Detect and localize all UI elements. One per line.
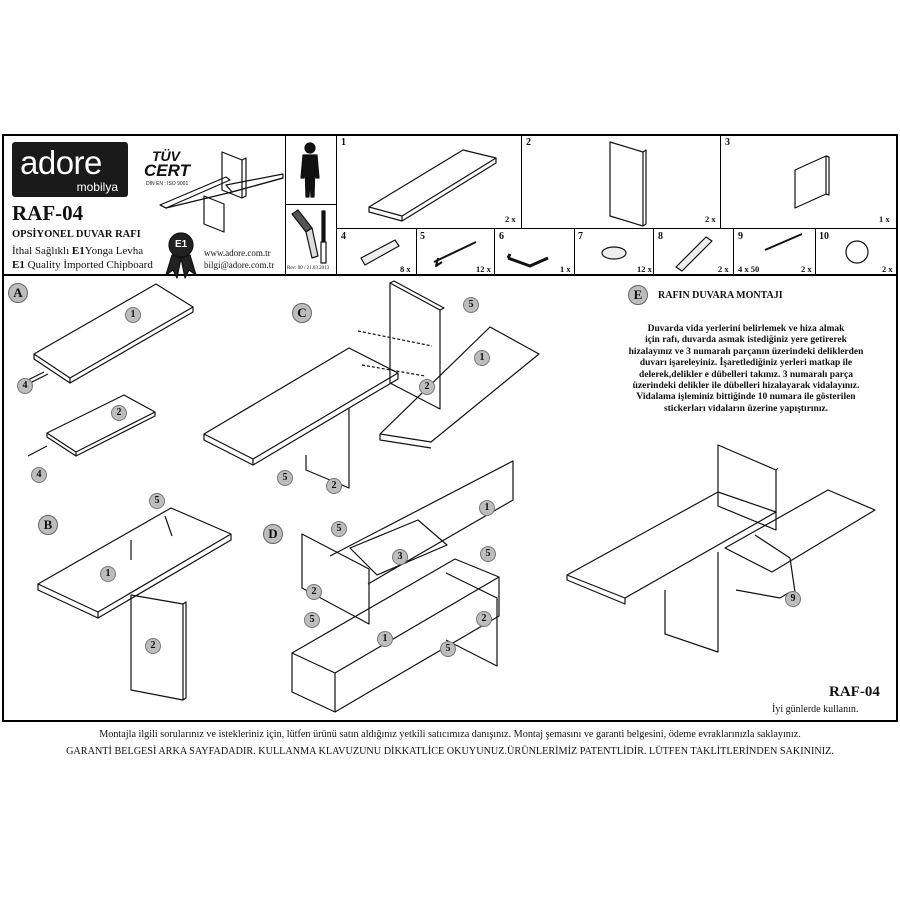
- part-3-drawing: [795, 156, 829, 208]
- callout-b-part5: 5: [149, 493, 165, 509]
- callout-a-part2: 2: [111, 405, 127, 421]
- part-count-3: 1 x: [879, 214, 890, 224]
- part-size-9: 4 x 50: [738, 264, 760, 274]
- callout-d-part5-bottom: 5: [440, 641, 456, 657]
- part-number-2: 2: [526, 137, 531, 148]
- callout-d-part1-top: 1: [479, 500, 495, 516]
- product-model: RAF-04: [12, 201, 84, 225]
- step-a-label: A: [8, 283, 28, 303]
- part-count-7: 12 x: [637, 264, 652, 274]
- part-1-drawing: [369, 150, 496, 221]
- part-10-sticker: [846, 241, 868, 263]
- footer-wish: İyi günlerde kullanın.: [772, 704, 859, 715]
- callout-a-part4-top: 4: [17, 378, 33, 394]
- callout-d-part2-right: 2: [476, 611, 492, 627]
- instruction-line: üzerindeki delikler ile dübelleri hizalayarak vidalayınız.: [632, 381, 860, 392]
- instruction-line: Vidalama işleminiz bittiğinde 10 numara ile gösterilen: [636, 392, 856, 403]
- part-count-10: 2 x: [882, 264, 893, 274]
- part-count-6: 1 x: [560, 264, 571, 274]
- product-material-en: E1 Quality İmported Chipboard: [12, 259, 153, 271]
- callout-d-part2-left: 2: [306, 584, 322, 600]
- callout-d-part5-lower-left: 5: [304, 612, 320, 628]
- part-number-7: 7: [578, 231, 583, 242]
- callout-d-part1-bottom: 1: [377, 631, 393, 647]
- callout-c-part1: 1: [474, 350, 490, 366]
- part-5-screw: [434, 242, 476, 266]
- callout-a-part4-bottom: 4: [31, 467, 47, 483]
- instruction-line: Duvarda vida yerlerini belirlemek ve hiza almak: [647, 324, 845, 334]
- part-number-5: 5: [420, 231, 425, 242]
- part-count-1: 2 x: [505, 214, 516, 224]
- part-count-8: 2 x: [718, 264, 729, 274]
- callout-d-part5-right: 5: [480, 546, 496, 562]
- step-e-drawing: [567, 445, 875, 652]
- wall-mounting-instructions: [612, 324, 880, 415]
- part-count-9: 2 x: [801, 264, 812, 274]
- callout-c-part2-lower: 2: [326, 478, 342, 494]
- step-c-label: C: [292, 303, 312, 323]
- website-link[interactable]: www.adore.com.tr: [204, 248, 271, 258]
- instruction-line: stickerları vidaların üzerine yapıştırınız.: [663, 403, 829, 414]
- tools-icon: [292, 210, 326, 263]
- callout-b-part1: 1: [100, 566, 116, 582]
- part-6-allen-key: [508, 254, 548, 266]
- step-b-drawing: [38, 508, 231, 700]
- part-number-4: 4: [341, 231, 346, 242]
- callout-e-part9: 9: [785, 591, 801, 607]
- step-d-drawing: [292, 461, 513, 712]
- step-c-drawing: [204, 281, 539, 488]
- product-preview-drawing: [160, 152, 283, 232]
- part-2-drawing: [610, 142, 646, 226]
- tuv-cert-text: CERT: [144, 161, 190, 180]
- footer-warning: GARANTİ BELGESİ ARKA SAYFADADIR. KULLANMA KLAVUZUNU DİKKATLİCE OKUYUNUZ.ÜRÜNLERİMİZ PATENTLİDİR. LÜTFEN TAKLİTLERİNDEN SAKININIZ.: [66, 746, 834, 757]
- revision-label: Rev: 00 / 21.03.2013: [287, 266, 330, 271]
- email-link[interactable]: bilgi@adore.com.tr: [204, 260, 275, 270]
- part-8-wall-plug: [676, 237, 712, 271]
- part-count-4: 8 x: [400, 264, 411, 274]
- tuv-mark: TÜV: [152, 148, 180, 164]
- part-number-10: 10: [819, 231, 829, 242]
- instruction-line: duvarı işareleyiniz. İşaretlediğiniz yerleri matkap ile: [639, 358, 853, 369]
- step-a-drawing: [28, 284, 193, 456]
- part-number-3: 3: [725, 137, 730, 148]
- brand-sub: mobilya: [76, 180, 118, 194]
- part-9-screw: [765, 234, 802, 250]
- product-material-tr: İthal Sağlıklı E1Yonga Levha: [12, 245, 144, 257]
- callout-a-part1: 1: [125, 307, 141, 323]
- callout-c-part5-bottom: 5: [277, 470, 293, 486]
- part-count-5: 12 x: [476, 264, 491, 274]
- part-4-dowel: [361, 240, 399, 265]
- part-count-2: 2 x: [705, 214, 716, 224]
- part-number-6: 6: [499, 231, 504, 242]
- part-number-8: 8: [658, 231, 663, 242]
- tuv-standard: DIN EN : ISO 9001: [146, 181, 189, 187]
- product-title: OPSİYONEL DUVAR RAFI: [12, 229, 141, 240]
- footer-model: RAF-04: [829, 684, 880, 700]
- brand-name: adore: [20, 144, 102, 181]
- part-number-1: 1: [341, 137, 346, 148]
- instruction-line: için rafı, duvarda asmak istediğiniz yere getirerek: [645, 335, 847, 346]
- e1-badge-label: E1: [175, 239, 188, 250]
- step-e-label: E: [628, 285, 648, 305]
- step-d-label: D: [263, 524, 283, 544]
- person-icon: [301, 143, 319, 197]
- wall-mounting-title: RAFIN DUVARA MONTAJI: [658, 290, 783, 301]
- instruction-line: delerek,delikler e dübelleri takınız. 3 numaralı parça: [639, 369, 853, 380]
- step-b-label: B: [38, 515, 58, 535]
- callout-d-part5-left: 5: [331, 521, 347, 537]
- callout-d-part3: 3: [392, 549, 408, 565]
- callout-b-part2: 2: [145, 638, 161, 654]
- callout-c-part5-top: 5: [463, 297, 479, 313]
- instruction-line: hizalayınız ve 3 numaralı parçanın üzerindeki deliklerden: [628, 346, 864, 357]
- part-number-9: 9: [738, 231, 743, 242]
- part-7-cap: [602, 247, 626, 259]
- footer-notice: Montajla ilgili sorularınız ve istekleriniz için, lütfen ürünü satın aldığınız yetkili satıcımıza danışınız. Montaj şemasını ve garanti belgesini, ödeme evraklarınızla saklayınız.: [99, 729, 801, 740]
- callout-c-part2-upper: 2: [419, 379, 435, 395]
